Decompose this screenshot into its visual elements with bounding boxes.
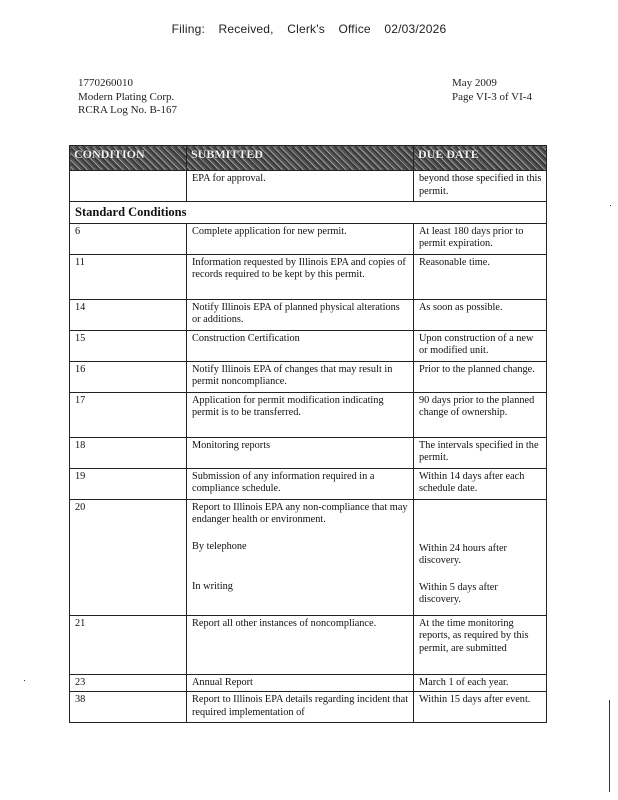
submitted-in-writing: In writing: [192, 581, 233, 593]
column-header-condition: CONDITION: [70, 146, 187, 171]
page-number: Page VI-3 of VI-4: [452, 90, 532, 103]
table-row: [70, 674, 547, 692]
condition-cell: 16: [70, 361, 187, 392]
table-row: [70, 692, 547, 723]
table-row: [70, 615, 547, 674]
due-cell: Reasonable time.: [414, 254, 547, 299]
submitted-cell: Information requested by Illinois EPA and copies of records required to be kept by this permit.: [187, 254, 414, 299]
table-row: [70, 223, 547, 254]
condition-cell: 18: [70, 437, 187, 468]
table-header-row: [70, 146, 547, 171]
due-cell: March 1 of each year.: [414, 674, 547, 692]
due-cell: Upon construction of a new or modified unit.: [414, 330, 547, 361]
condition-cell: 15: [70, 330, 187, 361]
due-cell: beyond those specified in this permit.: [414, 171, 547, 202]
table-row: [70, 254, 547, 299]
condition-cell: 6: [70, 223, 187, 254]
condition-cell: 17: [70, 392, 187, 437]
due-cell: At the time monitoring reports, as required by this permit, are submitted: [414, 615, 547, 674]
table-row: [70, 468, 547, 499]
scan-edge-mark: [610, 205, 611, 206]
rcra-log-number: RCRA Log No. B-167: [78, 104, 178, 116]
due-cell: Within 14 days after each schedule date.: [414, 468, 547, 499]
due-by-telephone: Within 24 hours after discovery.: [419, 542, 507, 567]
section-row: [70, 202, 547, 224]
due-cell: At least 180 days prior to permit expiration.: [414, 223, 547, 254]
facility-id: 1770260010: [78, 77, 133, 89]
table-row: [70, 392, 547, 437]
section-title: Standard Conditions: [70, 202, 547, 224]
table-row-noncompliance-report: [70, 499, 547, 615]
due-in-writing: Within 5 days after discovery.: [419, 581, 498, 606]
submitted-cell: EPA for approval.: [187, 171, 414, 202]
condition-cell: 21: [70, 615, 187, 674]
document-header-right: [452, 77, 532, 104]
submitted-cell: Notify Illinois EPA of changes that may result in permit noncompliance.: [187, 361, 414, 392]
due-cell: 90 days prior to the planned change of ownership.: [414, 392, 547, 437]
table-row: [70, 330, 547, 361]
condition-cell: 19: [70, 468, 187, 499]
document-header-left: [78, 77, 177, 118]
submitted-cell: Annual Report: [187, 674, 414, 692]
submitted-intro: Report to Illinois EPA any non-compliance that may endanger health or environment.: [192, 501, 408, 526]
column-header-submitted: SUBMITTED: [187, 146, 414, 171]
document-date: May 2009: [452, 77, 497, 89]
due-cell: Prior to the planned change.: [414, 361, 547, 392]
due-cell: Within 15 days after event.: [414, 692, 547, 723]
submitted-cell: Notify Illinois EPA of planned physical alterations or additions.: [187, 299, 414, 330]
filing-stamp: Filing: Received, Clerk's Office 02/03/2026: [171, 22, 447, 36]
table-row: [70, 299, 547, 330]
due-cell: [414, 499, 547, 615]
submitted-cell: [187, 499, 414, 615]
due-cell: The intervals specified in the permit.: [414, 437, 547, 468]
table-row: [70, 361, 547, 392]
table-row: [70, 437, 547, 468]
condition-cell: [70, 171, 187, 202]
due-cell: As soon as possible.: [414, 299, 547, 330]
condition-cell: 20: [70, 499, 187, 615]
permit-schedule-table: [69, 145, 547, 723]
scan-edge-mark: [609, 700, 610, 792]
submitted-cell: Monitoring reports: [187, 437, 414, 468]
facility-name: Modern Plating Corp.: [78, 90, 175, 103]
table-row-continuation: [70, 171, 547, 202]
submitted-cell: Construction Certification: [187, 330, 414, 361]
column-header-due-date: DUE DATE: [414, 146, 547, 171]
condition-cell: 23: [70, 674, 187, 692]
condition-cell: 14: [70, 299, 187, 330]
condition-cell: 38: [70, 692, 187, 723]
submitted-cell: Report to Illinois EPA details regarding incident that required implementation of: [187, 692, 414, 723]
submitted-cell: Application for permit modification indicating permit is to be transferred.: [187, 392, 414, 437]
submitted-cell: Report all other instances of noncompliance.: [187, 615, 414, 674]
condition-cell: 11: [70, 254, 187, 299]
submitted-cell: Complete application for new permit.: [187, 223, 414, 254]
submitted-by-telephone: By telephone: [192, 540, 247, 552]
submitted-cell: Submission of any information required in a compliance schedule.: [187, 468, 414, 499]
scan-edge-mark: [24, 680, 25, 681]
